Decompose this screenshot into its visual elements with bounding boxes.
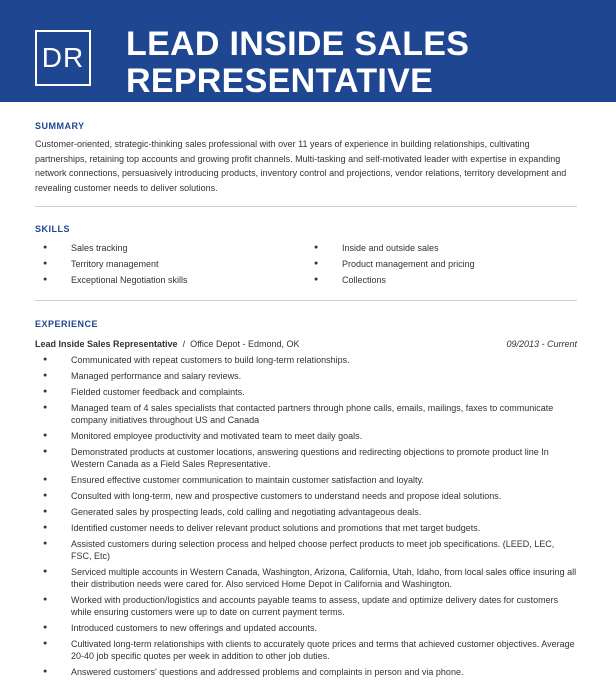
duty-item: ● Communicated with repeat customers to build long-term relationships. <box>35 354 577 366</box>
skill-item: ● Inside and outside sales <box>306 240 577 256</box>
duty-item: ● Answered customers' questions and addressed problems and complaints in person and via phone. <box>35 666 577 678</box>
skills-list <box>35 240 577 288</box>
skill-item: ● Product management and pricing <box>306 256 577 272</box>
experience-heading: EXPERIENCE <box>35 319 99 329</box>
duty-list <box>35 354 577 678</box>
duty-item: ● Monitored employee productivity and motivated team to meet daily goals. <box>35 430 577 442</box>
bullet-icon: ● <box>43 276 48 283</box>
job-separator: / <box>182 339 186 349</box>
duty-item: ● Assisted customers during selection process and helped choose perfect products to meet job specifications. (LEED, LEC, FSC, Etc) <box>35 538 577 562</box>
skills-heading: SKILLS <box>35 224 71 234</box>
bullet-icon: ● <box>43 568 48 575</box>
bullet-icon: ● <box>43 524 48 531</box>
bullet-icon: ● <box>43 596 48 603</box>
bullet-icon: ● <box>43 540 48 547</box>
bullet-icon: ● <box>43 508 48 515</box>
bullet-icon: ● <box>43 404 48 411</box>
job-title: Lead Inside Sales Representative <box>35 339 178 349</box>
bullet-icon: ● <box>43 244 48 251</box>
job-header <box>35 337 577 351</box>
bullet-icon: ● <box>43 388 48 395</box>
job-company: Office Depot - Edmond, OK <box>190 339 300 349</box>
bullet-icon: ● <box>314 244 319 251</box>
bullet-icon: ● <box>43 668 48 675</box>
monogram-badge: DR <box>35 30 91 86</box>
duty-item: ● Demonstrated products at customer locations, answering questions and redirecting objections to promote product line In Western Canada as a Field Sales Representative. <box>35 446 577 470</box>
bullet-icon: ● <box>314 260 319 267</box>
duty-item: ● Generated sales by prospecting leads, cold calling and negotiating advantageous deals. <box>35 506 577 518</box>
divider <box>35 300 577 301</box>
resume-title: LEAD INSIDE SALES REPRESENTATIVE <box>126 25 470 100</box>
skills-section <box>35 224 577 288</box>
bullet-icon: ● <box>43 624 48 631</box>
experience-section <box>35 319 577 682</box>
bullet-icon: ● <box>43 640 48 647</box>
duty-item: ● Serviced multiple accounts in Western Canada, Washington, Arizona, California, Utah, Idaho, from local sales office insuring all their distribution needs were cared for. Also serviced Home Depot in California and Washington. <box>35 566 577 590</box>
summary-section <box>35 121 577 195</box>
duty-item: ● Fielded customer feedback and complaints. <box>35 386 577 398</box>
bullet-icon: ● <box>43 432 48 439</box>
skill-item: ● Collections <box>306 272 577 288</box>
summary-text: Customer-oriented, strategic-thinking sales professional with over 11 years of experience in building relationships, cultivating partnerships, retaining top accounts and growing profit channels. Multi-tasking and self-motivated leader with expertise in expanding network connections, persuasively introducing products, inventory control and projections, vendor relations, territory development and revealing customer needs to deliver solutions. <box>35 139 567 193</box>
bullet-icon: ● <box>43 372 48 379</box>
bullet-icon: ● <box>43 356 48 363</box>
bullet-icon: ● <box>43 476 48 483</box>
duty-item: ● Managed performance and salary reviews. <box>35 370 577 382</box>
bullet-icon: ● <box>43 492 48 499</box>
bullet-icon: ● <box>43 260 48 267</box>
job-dates: 09/2013 - Current <box>506 339 577 349</box>
duty-item: ● Consulted with long-term, new and prospective customers to understand needs and propose ideal solutions. <box>35 490 577 502</box>
skill-item: ● Sales tracking <box>35 240 306 256</box>
duty-item: ● Ensured effective customer communication to maintain customer satisfaction and loyalty. <box>35 474 577 486</box>
skill-item: ● Exceptional Negotiation skills <box>35 272 306 288</box>
duty-item: ● Managed team of 4 sales specialists that contacted partners through phone calls, emails, mailings, faxes to communicate company initiatives throughout US and Canada <box>35 402 577 426</box>
duty-item: ● Introduced customers to new offerings and updated accounts. <box>35 622 577 634</box>
bullet-icon: ● <box>314 276 319 283</box>
divider <box>35 206 577 207</box>
resume-header <box>0 0 616 102</box>
summary-heading: SUMMARY <box>35 121 85 131</box>
duty-item: ● Cultivated long-term relationships with clients to accurately quote prices and terms that achieved customer objectives. Average 20-40 job specific quotes per week in addition to other job duties. <box>35 638 577 662</box>
duty-item: ● Worked with production/logistics and accounts payable teams to assess, update and optimize delivery dates for customers while ensuring customers were up to date on current payment terms. <box>35 594 577 618</box>
duty-item: ● Identified customer needs to deliver relevant product solutions and promotions that met target budgets. <box>35 522 577 534</box>
bullet-icon: ● <box>43 448 48 455</box>
skill-item: ● Territory management <box>35 256 306 272</box>
